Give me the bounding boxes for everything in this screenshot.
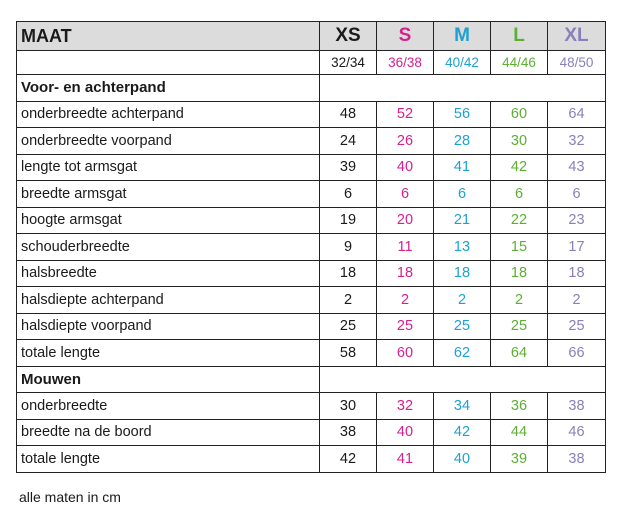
measurement-value: 39 (320, 154, 377, 181)
measurement-value: 44 (491, 419, 548, 446)
measurement-value: 58 (320, 340, 377, 367)
table-row (17, 128, 606, 155)
measurement-value: 17 (548, 234, 606, 261)
size-header-xl: XL (548, 22, 606, 51)
measurement-label: breedte armsgat (17, 181, 320, 208)
measurement-value: 40 (377, 419, 434, 446)
measurement-value: 23 (548, 207, 606, 234)
measurement-value: 25 (377, 313, 434, 340)
eu-size-s: 36/38 (377, 51, 434, 75)
measurement-value: 18 (548, 260, 606, 287)
measurement-value: 48 (320, 101, 377, 128)
section-header-row (17, 366, 606, 393)
table-row (17, 260, 606, 287)
table-row (17, 340, 606, 367)
measurement-value: 6 (548, 181, 606, 208)
eu-size-xs: 32/34 (320, 51, 377, 75)
table-row (17, 234, 606, 261)
measurement-value: 20 (377, 207, 434, 234)
size-header-m: M (434, 22, 491, 51)
measurement-value: 34 (434, 393, 491, 420)
section-title: Voor- en achterpand (17, 75, 320, 102)
measurement-value: 32 (548, 128, 606, 155)
measurement-value: 56 (434, 101, 491, 128)
section-spacer-cell (320, 75, 606, 102)
measurement-value: 2 (377, 287, 434, 314)
measurement-value: 24 (320, 128, 377, 155)
eu-size-row (17, 51, 606, 75)
measurement-value: 18 (434, 260, 491, 287)
measurement-value: 9 (320, 234, 377, 261)
measurement-label: halsdiepte voorpand (17, 313, 320, 340)
measurement-value: 43 (548, 154, 606, 181)
measurement-label: totale lengte (17, 340, 320, 367)
measurement-value: 13 (434, 234, 491, 261)
measurement-value: 64 (548, 101, 606, 128)
measurement-value: 42 (434, 419, 491, 446)
measurement-label: schouderbreedte (17, 234, 320, 261)
measurement-value: 2 (491, 287, 548, 314)
measurement-value: 62 (434, 340, 491, 367)
section-title: Mouwen (17, 366, 320, 393)
table-row (17, 287, 606, 314)
measurement-label: onderbreedte voorpand (17, 128, 320, 155)
measurement-value: 46 (548, 419, 606, 446)
measurement-value: 42 (320, 446, 377, 473)
measurement-value: 25 (548, 313, 606, 340)
measurement-value: 21 (434, 207, 491, 234)
measurement-value: 36 (491, 393, 548, 420)
measurement-value: 38 (548, 446, 606, 473)
eu-size-label (17, 51, 320, 75)
measurement-value: 15 (491, 234, 548, 261)
measurement-value: 6 (377, 181, 434, 208)
eu-size-m: 40/42 (434, 51, 491, 75)
measurement-value: 38 (320, 419, 377, 446)
measurement-value: 60 (491, 101, 548, 128)
measurement-value: 2 (548, 287, 606, 314)
units-footnote: alle maten in cm (19, 489, 121, 505)
table-row (17, 207, 606, 234)
table-row (17, 393, 606, 420)
measurement-value: 6 (320, 181, 377, 208)
measurement-value: 42 (491, 154, 548, 181)
eu-size-l: 44/46 (491, 51, 548, 75)
measurement-value: 19 (320, 207, 377, 234)
table-row (17, 313, 606, 340)
measurement-value: 11 (377, 234, 434, 261)
measurement-value: 30 (491, 128, 548, 155)
measurement-value: 2 (434, 287, 491, 314)
measurement-label: halsdiepte achterpand (17, 287, 320, 314)
section-header-row (17, 75, 606, 102)
table-title: MAAT (17, 22, 320, 51)
measurement-value: 64 (491, 340, 548, 367)
measurement-value: 18 (377, 260, 434, 287)
measurement-value: 18 (320, 260, 377, 287)
measurement-value: 52 (377, 101, 434, 128)
measurement-value: 41 (434, 154, 491, 181)
measurement-value: 6 (434, 181, 491, 208)
size-table (16, 21, 606, 473)
table-row (17, 101, 606, 128)
eu-size-xl: 48/50 (548, 51, 606, 75)
measurement-value: 41 (377, 446, 434, 473)
table-row (17, 419, 606, 446)
section-spacer-cell (320, 366, 606, 393)
table-row (17, 446, 606, 473)
header-row (17, 22, 606, 51)
measurement-value: 38 (548, 393, 606, 420)
size-header-s: S (377, 22, 434, 51)
measurement-value: 32 (377, 393, 434, 420)
measurement-value: 6 (491, 181, 548, 208)
measurement-value: 26 (377, 128, 434, 155)
measurement-value: 22 (491, 207, 548, 234)
measurement-label: onderbreedte (17, 393, 320, 420)
measurement-value: 40 (377, 154, 434, 181)
table-row (17, 181, 606, 208)
measurement-value: 60 (377, 340, 434, 367)
measurement-label: halsbreedte (17, 260, 320, 287)
table-row (17, 154, 606, 181)
measurement-label: onderbreedte achterpand (17, 101, 320, 128)
measurement-label: lengte tot armsgat (17, 154, 320, 181)
measurement-value: 25 (434, 313, 491, 340)
measurement-value: 40 (434, 446, 491, 473)
size-header-xs: XS (320, 22, 377, 51)
measurement-value: 30 (320, 393, 377, 420)
measurement-value: 25 (491, 313, 548, 340)
measurement-label: breedte na de boord (17, 419, 320, 446)
size-chart (16, 21, 605, 473)
measurement-value: 66 (548, 340, 606, 367)
measurement-value: 28 (434, 128, 491, 155)
measurement-label: hoogte armsgat (17, 207, 320, 234)
measurement-value: 25 (320, 313, 377, 340)
measurement-value: 39 (491, 446, 548, 473)
measurement-value: 18 (491, 260, 548, 287)
measurement-label: totale lengte (17, 446, 320, 473)
size-header-l: L (491, 22, 548, 51)
measurement-value: 2 (320, 287, 377, 314)
